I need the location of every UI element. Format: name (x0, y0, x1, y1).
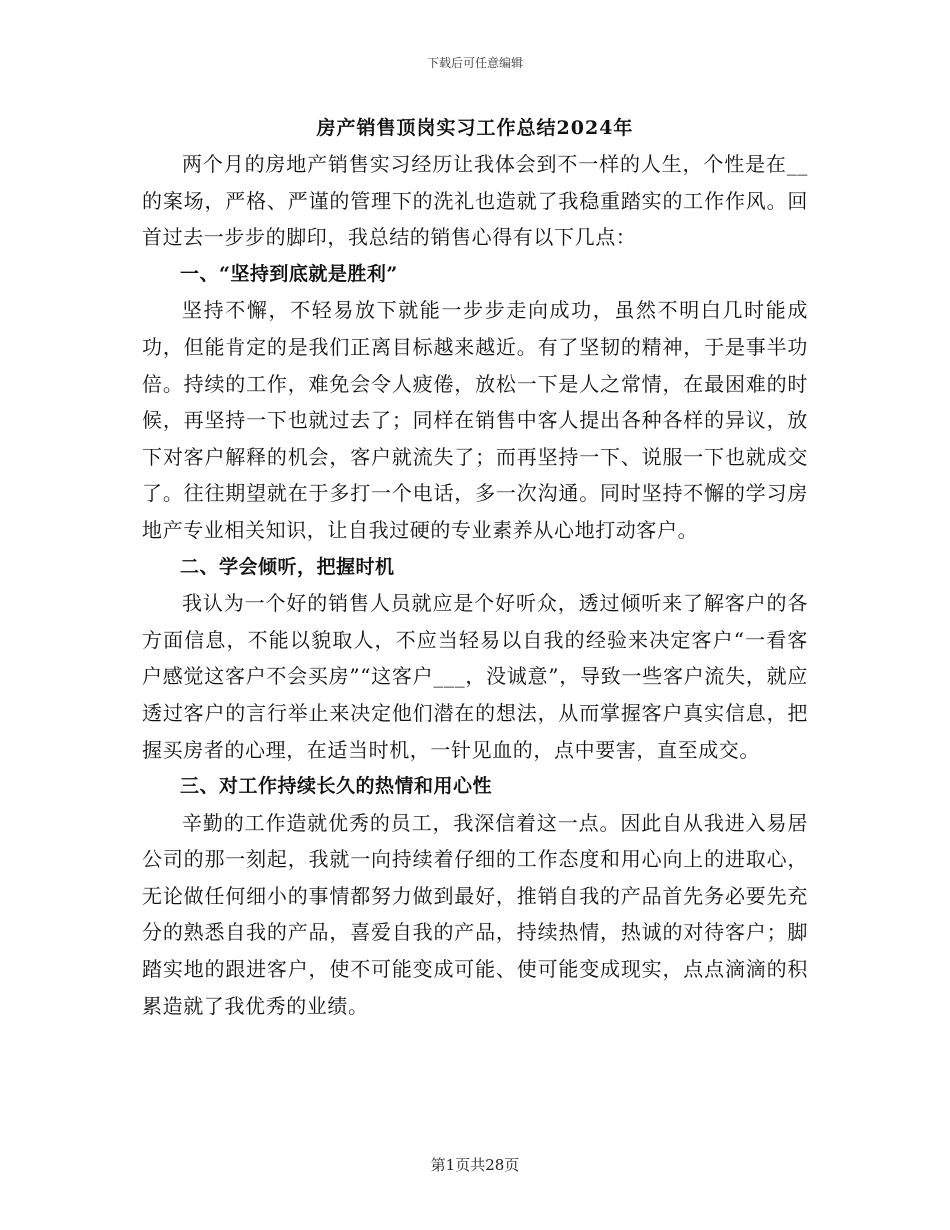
intro-paragraph: 两个月的房地产销售实习经历让我体会到不一样的人生，个性是在__的案场，严格、严谨的管理下的洗礼也造就了我稳重踏实的工作作风。回首过去一步步的脚印，我总结的销售心得有以下几点： (142, 152, 808, 250)
document-title: 房产销售顶岗实习工作总结2024年 (316, 117, 634, 139)
section-paragraph-2: 我认为一个好的销售人员就应是个好听众，透过倾听来了解客户的各方面信息，不能以貌取人，不应当轻易以自我的经验来决定客户“一看客户感觉这客户不会买房”“这客户___，没诚意”，导致一些客户流失，就应透过客户的言行举止来决定他们潜在的想法，从而掌握客户真实信息，把握买房者的心理，在适当时机，一针见血的，点中要害，直至成交。 (142, 591, 808, 762)
section-heading-3: 三、对工作持续长久的热情和用心性 (180, 775, 493, 798)
section-paragraph-1: 坚持不懈，不轻易放下就能一步步走向成功，虽然不明白几时能成功，但能肯定的是我们正离目标越来越近。有了坚韧的精神，于是事半功倍。持续的工作，难免会令人疲倦，放松一下是人之常情，在最困难的时候，再坚持一下也就过去了；同样在销售中客人提出各种各样的异议，放下对客户解释的机会，客户就流失了；而再坚持一下、说服一下也就成交了。往往期望就在于多打一个电话，多一次沟通。同时坚持不懈的学习房地产专业相关知识，让自我过硬的专业素养从心地打动客户。 (142, 298, 808, 542)
section-heading-1: 一、“坚持到底就是胜利” (180, 262, 398, 285)
header-note: 下载后可任意编辑 (426, 56, 523, 70)
section-paragraph-3: 辛勤的工作造就优秀的员工，我深信着这一点。因此自从我进入易居公司的那一刻起，我就一向持续着仔细的工作态度和用心向上的进取心，无论做任何细小的事情都努力做到最好，推销自我的产品首先务必要先充分的熟悉自我的产品，喜爱自我的产品，持续热情，热诚的对待客户；脚踏实地的跟进客户，使不可能变成可能、使可能变成现实，点点滴滴的积累造就了我优秀的业绩。 (142, 810, 808, 1018)
section-heading-2: 二、学会倾听，把握时机 (180, 555, 395, 578)
document-body (142, 110, 808, 1024)
page-number-footer: 第1页共28页 (430, 1156, 520, 1174)
